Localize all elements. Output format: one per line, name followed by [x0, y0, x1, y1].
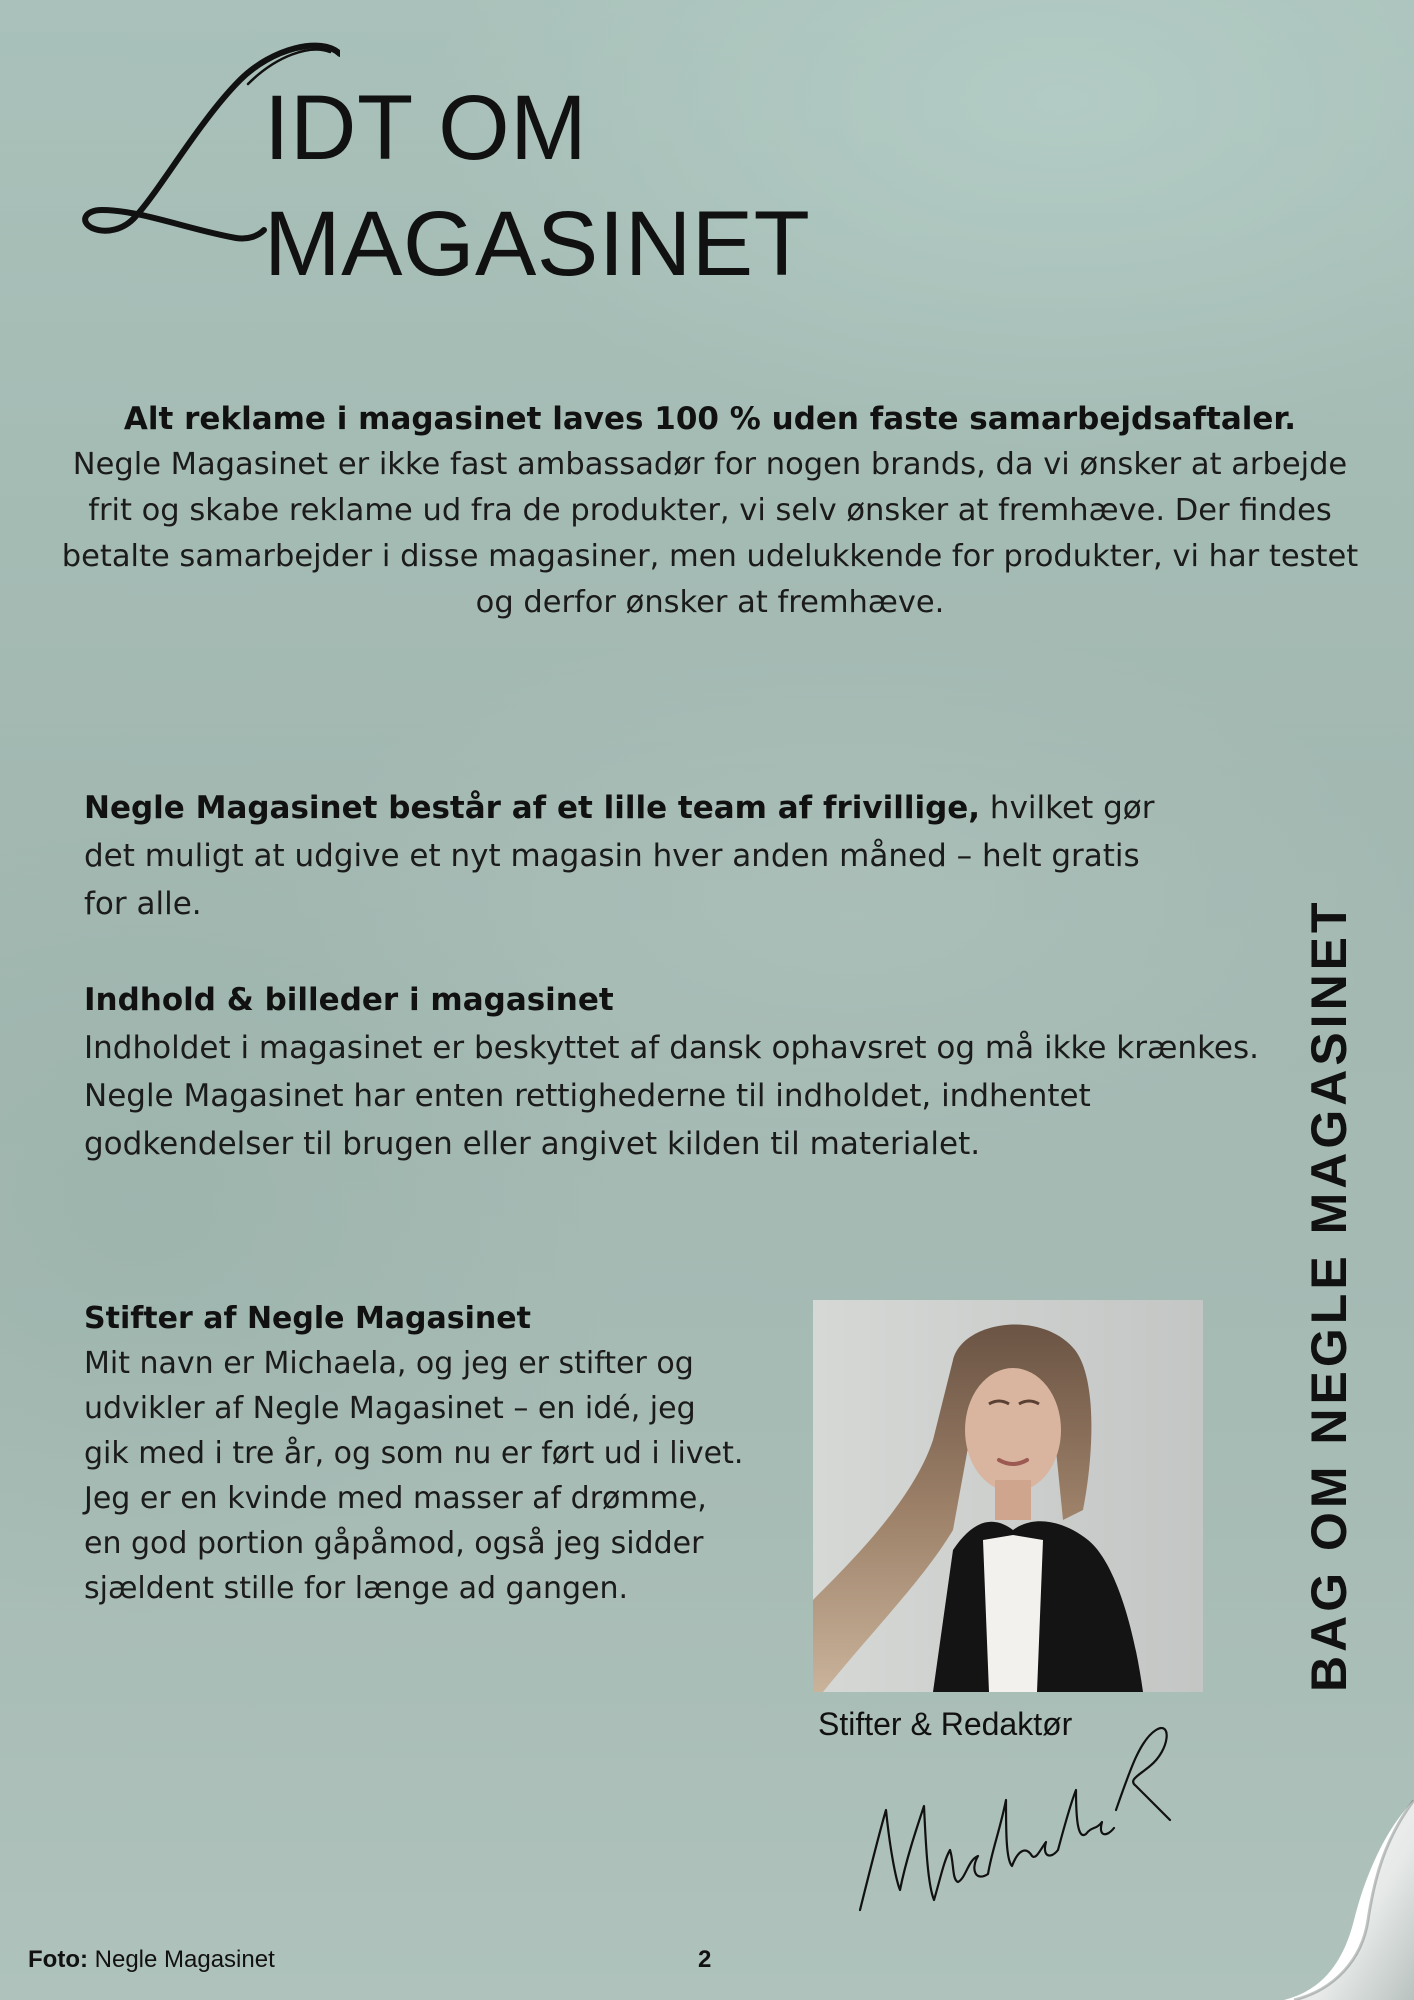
team-body: hvilket gør det muligt at udgive et nyt magasin hver anden måned – helt gratis for alle. — [84, 790, 1155, 922]
side-title-vertical: BAG OM NEGLE MAGASINET — [1301, 898, 1357, 1692]
content-rights-section — [84, 976, 1284, 1168]
founder-signature — [840, 1710, 1180, 1930]
intro-paragraph — [60, 396, 1360, 626]
intro-body: Negle Magasinet er ikke fast ambassadør for nogen brands, da vi ønsker at arbejde frit og skabe reklame ud fra de produkter, vi selv ønsker at fremhæve. Der findes betalte samarbejder i disse magasiner, men udelukkende for produkter, vi har testet og derfor ønsker at fremhæve. — [61, 447, 1359, 620]
team-lead: Negle Magasinet består af et lille team af frivillige, — [84, 790, 981, 826]
founder-photo — [813, 1300, 1203, 1692]
photo-credit-label: Foto: — [28, 1946, 88, 1973]
page-curl-decoration — [1284, 1800, 1414, 2000]
founder-heading: Stifter af Negle Magasinet — [84, 1301, 531, 1336]
intro-lead: Alt reklame i magasinet laves 100 % uden faste samarbejdsaftaler. — [123, 401, 1297, 437]
photo-credit — [28, 1946, 275, 1974]
founder-body: Mit navn er Michaela, og jeg er stifter og udvikler af Negle Magasinet – en idé, jeg gik med i tre år, og som nu er ført ud i livet. Jeg er en kvinde med masser af drømme, en god portion gåpåmod, også jeg sidder sjældent stille for længe ad gangen. — [84, 1346, 744, 1606]
title-line-1: IDT OM — [264, 77, 588, 179]
photo-caption: Stifter & Redaktør — [818, 1706, 1073, 1742]
founder-section — [84, 1296, 744, 1611]
content-rights-heading: Indhold & billeder i magasinet — [84, 982, 614, 1018]
title-line-2: MAGASINET — [264, 193, 811, 295]
photo-credit-value: Negle Magasinet — [87, 1946, 275, 1973]
content-rights-body: Indholdet i magasinet er beskyttet af dansk ophavsret og må ikke krænkes. Negle Magasinet har enten rettighederne til indholdet, indhentet godkendelser til brugen eller angivet kilden til materialet. — [84, 1030, 1260, 1162]
page-number: 2 — [698, 1946, 712, 1973]
team-paragraph — [84, 784, 1184, 928]
page-title — [40, 40, 860, 300]
